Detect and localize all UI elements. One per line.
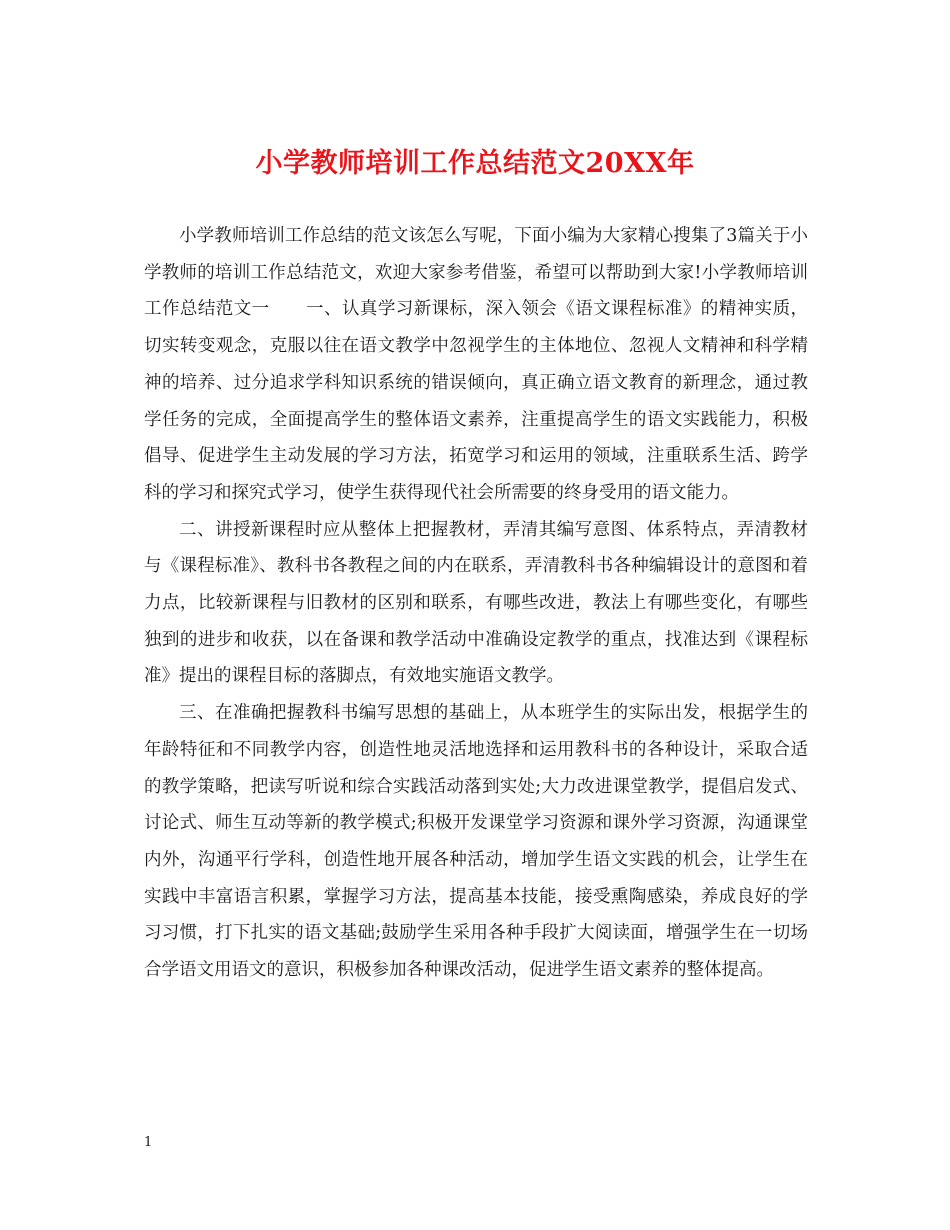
- paragraph-point-two: 二、讲授新课程时应从整体上把握教材，弄清其编写意图、体系特点，弄清教材与《课程标准》、教科书各教程之间的内在联系，弄清教科书各种编辑设计的意图和着力点，比较新课程与旧教材的区别和联系，有哪些改进，教法上有哪些变化，有哪些独到的进步和收获，以在备课和教学活动中准确设定教学的重点，找准达到《课程标准》提出的课程目标的落脚点，有效地实施语文教学。: [144, 519, 808, 687]
- paragraph-point-one: 一、认真学习新课标，深入领会《语文课程标准》的精神实质，切实转变观念，克服以往在语文教学中忽视学生的主体地位、忽视人文精神和科学精神的培养、过分追求学科知识系统的错误倾向，真正确立语文教育的新理念，通过教学任务的完成，全面提高学生的整体语文素养，注重提高学生的语文实践能力，积极倡导、促进学生主动发展的学习方法，拓宽学习和运用的领域，注重联系生活、跨学科的学习和探究式学习，使学生获得现代社会所需要的终身受用的语文能力。: [144, 299, 809, 503]
- paragraph-point-three: 三、在准确把握教科书编写思想的基础上，从本班学生的实际出发，根据学生的年龄特征和不同教学内容，创造性地灵活地选择和运用教科书的各种设计，采取合适的教学策略，把读写听说和综合实践活动落到实处;大力改进课堂教学，提倡启发式、讨论式、师生互动等新的教学模式;积极开发课堂学习资源和课外学习资源，沟通课堂内外，沟通平行学科，创造性地开展各种活动，增加学生语文实践的机会，让学生在实践中丰富语言积累，掌握学习方法，提高基本技能，接受熏陶感染，养成良好的学习习惯，打下扎实的语文基础;鼓励学生采用各种手段扩大阅读面，增强学生在一切场合学语文用语文的意识，积极参加各种课改活动，促进学生语文素养的整体提高。: [144, 703, 808, 981]
- page-number: 1: [144, 1135, 153, 1150]
- paragraph-intro-and-point-one: [144, 218, 808, 512]
- document-title: 小学教师培训工作总结范文20XX年: [255, 148, 695, 179]
- document-body: [144, 218, 808, 989]
- paragraph-intro-lead: 小学教师培训工作总结的范文该怎么写呢，下面小编为大家精心搜集了3篇关于小学教师的培训工作总结范文，欢迎大家参考借鉴，希望可以帮助到大家!小学教师培训工作总结范文一: [144, 226, 808, 320]
